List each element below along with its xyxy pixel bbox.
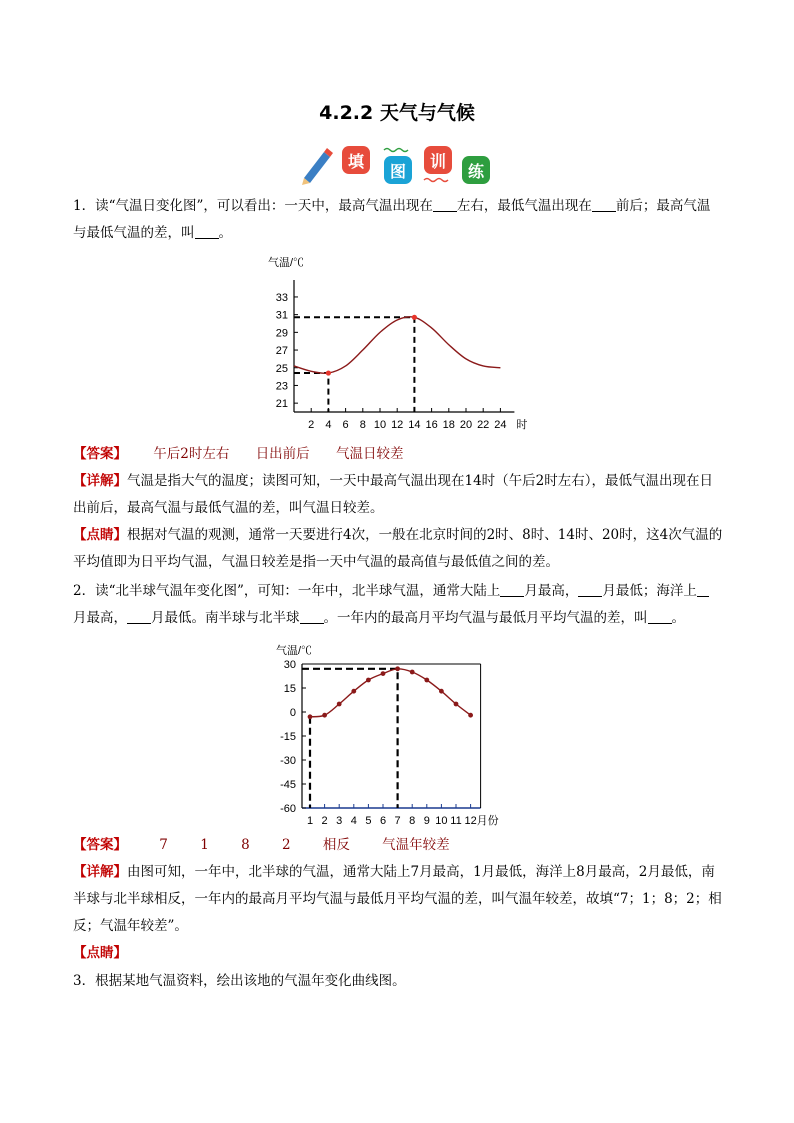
answer-value: 午后2时左右 (153, 446, 230, 462)
question-3 (73, 968, 723, 995)
q1-text: 。 (218, 225, 232, 241)
badge-lian: 练 (462, 156, 490, 184)
data-point (424, 678, 429, 683)
q2-text: 月最低；海洋上 (602, 583, 697, 599)
q1-text: 1．读“气温日变化图”，可以看出：一天中，最高气温出现在 (73, 198, 433, 214)
q1-note (73, 522, 723, 576)
answer-value: 日出前后 (255, 446, 310, 462)
data-point (395, 666, 400, 671)
q1-blank (592, 197, 616, 212)
q1-detail (73, 468, 723, 522)
q1-answer-row (73, 441, 723, 468)
temperature-curve (310, 669, 471, 717)
x-tick-label: 2 (308, 419, 315, 431)
data-point (337, 702, 342, 707)
x-tick-label: 1 (306, 815, 314, 827)
x-tick-label: 22 (477, 419, 490, 431)
daily-temperature-chart (262, 250, 532, 435)
y-tick-label: -30 (280, 755, 296, 767)
q2-solution (73, 832, 723, 967)
y-tick-label: 30 (283, 659, 296, 671)
badge-xun: 训 (424, 146, 452, 174)
q2-text: 月最低。南半球与北半球 (151, 610, 300, 626)
q2-blank (500, 582, 524, 597)
q2-blank (578, 582, 602, 597)
q1-text: 左右，最低气温出现在 (456, 198, 592, 214)
y-tick-label: -15 (280, 731, 296, 743)
q1-solution (73, 441, 723, 576)
y-tick-label: 21 (275, 398, 288, 411)
x-tick-label: 10 (435, 815, 448, 827)
x-tick-label: 18 (442, 419, 455, 431)
x-tick-label: 10 (373, 419, 387, 431)
y-tick-label: 33 (275, 291, 288, 304)
y-tick-label: -45 (280, 779, 296, 791)
x-tick-label: 8 (359, 419, 366, 431)
note-text: 根据对气温的观测，通常一天要进行4次，一般在北京时间的2时、8时、14时、20时，这4次气温的平均值即为日平均气温，气温日较差是指一天中气温的最高值与最低值之间的差。 (73, 527, 723, 570)
q2-text: 。一年内的最高月平均气温与最低月平均气温的差，叫 (323, 610, 648, 626)
y-tick-label: 25 (275, 362, 288, 375)
q1-text: 前后；最高气温 (615, 198, 711, 214)
q2-text: 2．读“北半球气温年变化图”，可知：一年中，北半球气温，通常大陆上 (73, 583, 501, 599)
answer-label: 【答案】 (73, 446, 127, 462)
y-tick-label: 0 (289, 707, 296, 719)
y-tick-label: -60 (280, 803, 296, 815)
x-tick-label: 4 (325, 419, 332, 431)
x-tick-label: 6 (379, 815, 387, 827)
answer-value: 1 (200, 837, 209, 853)
wave-decoration-icon (298, 142, 498, 188)
badge-tu: 图 (384, 156, 412, 184)
data-point (468, 713, 473, 718)
q2-blank (127, 609, 151, 624)
chart-xlabel: 月份 (476, 815, 499, 827)
x-tick-label: 20 (459, 419, 473, 431)
chart-ylabel: 气温/℃ (276, 645, 313, 657)
detail-label: 【详解】 (73, 864, 127, 880)
y-tick-label: 31 (275, 309, 288, 322)
y-tick-label: 23 (275, 380, 288, 393)
practice-banner (298, 142, 498, 188)
y-tick-label: 15 (283, 683, 296, 695)
q1-blank (433, 197, 457, 212)
answer-label: 【答案】 (73, 837, 127, 853)
q2-detail (73, 859, 723, 940)
note-label: 【点睛】 (73, 945, 127, 961)
x-tick-label: 12 (464, 815, 477, 827)
q2-answer-row (73, 832, 723, 859)
question-1 (73, 193, 723, 247)
data-point (351, 689, 356, 694)
question-2 (73, 578, 723, 632)
extreme-point (326, 370, 331, 375)
chart-xlabel: 时 (516, 419, 528, 431)
detail-label: 【详解】 (73, 473, 127, 489)
temperature-curve (294, 317, 500, 374)
x-tick-label: 11 (450, 815, 462, 827)
answer-value: 气温日较差 (335, 446, 404, 462)
data-point (322, 713, 327, 718)
y-tick-label: 29 (275, 327, 288, 340)
max-guide-line (294, 317, 414, 412)
max-guide-line (302, 669, 398, 808)
q2-note (73, 940, 723, 967)
answer-value: 7 (159, 837, 168, 853)
detail-text: 气温是指大气的温度；读图可知，一天中最高气温出现在14时（午后2时左右），最低气温出现在日出前后，最高气温与最低气温的差，叫气温日较差。 (73, 473, 714, 516)
x-tick-label: 24 (494, 419, 507, 431)
x-tick-label: 9 (423, 815, 430, 827)
detail-text: 由图可知，一年中，北半球的气温，通常大陆上7月最高，1月最低，海洋上8月最高，2月最低，南半球与北半球相反，一年内的最高月平均气温与最低月平均气温的差，叫气温年较差，故填“7；1；8；2；相反；气温年较差”。 (73, 864, 722, 934)
data-point (381, 671, 386, 676)
answer-value: 8 (241, 837, 250, 853)
page-title: 4.2.2 天气与气候 (319, 102, 475, 124)
answer-value: 2 (281, 837, 291, 853)
q3-text: 3．根据某地气温资料，绘出该地的气温年变化曲线图。 (73, 973, 406, 989)
badge-tian: 填 (342, 146, 370, 174)
q2-blank (300, 609, 324, 624)
data-point (454, 702, 459, 707)
q1-text: 与最低气温的差，叫 (73, 225, 195, 241)
x-tick-label: 2 (321, 815, 328, 827)
data-point (410, 670, 415, 675)
data-point (439, 689, 444, 694)
x-tick-label: 14 (408, 419, 421, 431)
q2-blank (648, 609, 672, 624)
annual-temperature-chart (262, 640, 532, 830)
y-tick-label: 27 (275, 345, 288, 358)
x-tick-label: 4 (350, 815, 357, 827)
q2-text: 。 (671, 610, 685, 626)
x-tick-label: 12 (391, 419, 404, 431)
x-tick-label: 3 (336, 815, 343, 827)
x-tick-label: 5 (365, 815, 372, 827)
data-point (366, 678, 371, 683)
q1-blank (195, 224, 219, 239)
answer-value: 气温年较差 (382, 837, 450, 853)
q2-text: 月最高， (73, 610, 127, 626)
min-guide-line (294, 373, 328, 412)
q2-text: 月最高， (524, 583, 579, 599)
q2-blank (697, 582, 709, 597)
x-tick-label: 7 (394, 815, 401, 827)
note-label: 【点睛】 (73, 527, 127, 543)
answer-value: 相反 (322, 837, 350, 853)
x-tick-label: 6 (342, 419, 349, 431)
x-tick-label: 16 (425, 419, 438, 431)
extreme-point (412, 315, 417, 320)
chart-ylabel: 气温/℃ (268, 257, 305, 269)
data-point (308, 714, 313, 719)
x-tick-label: 8 (409, 815, 416, 827)
